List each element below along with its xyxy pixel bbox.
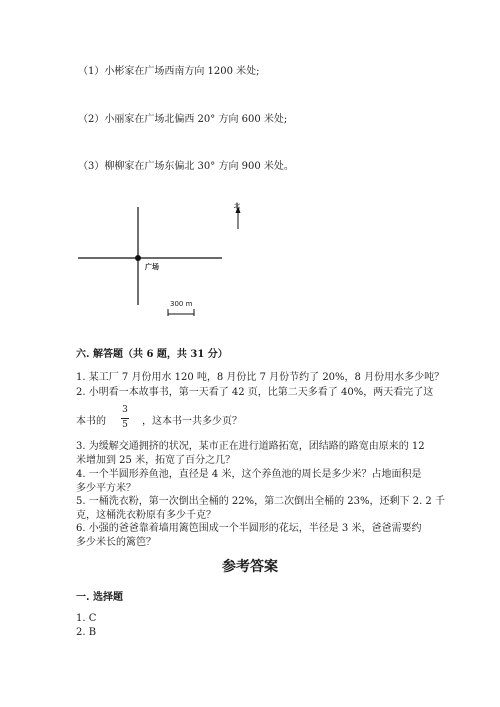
question-6-line1: 6. 小强的爸爸靠着墙用篱笆围成一个半圆形的花坛，半径是 3 米，爸爸需要约 [76,523,422,534]
scale-label: 300 m [170,300,193,308]
question-2-prefix: 本书的 [76,416,106,427]
statement-2: （2）小丽家在广场北偏西 20° 方向 600 米处; [78,114,288,125]
question-2-line1: 2. 小明看一本故事书，第一天看了 42 页，比第二天多看了 40%，两天看完了这 [76,387,434,398]
question-3-line1: 3. 为缓解交通拥挤的状况，某市正在进行道路拓宽，团结路的路宽由原来的 12 [76,441,425,452]
question-6-line2: 多少米长的篱笆？ [76,537,156,548]
answers-section1-title: 一. 选择题 [76,592,123,603]
question-5-line1: 5. 一桶洗衣粉，第一次倒出全桶的 22%，第二次倒出全桶的 23%，还剩下 2. 2 千 [76,496,445,507]
center-point [135,255,141,261]
fraction-denominator: 5 [122,420,128,430]
question-1: 1. 某工厂 7 月份用水 120 吨，8 月份比 7 月份节约了 20%，8 月份用水多少吨？ [76,372,445,383]
fraction-bar [121,418,129,419]
statement-3: （3）柳柳家在广场东偏北 30° 方向 900 米处。 [78,161,294,172]
question-2-suffix: ，这本书一共多少页？ [142,416,242,427]
north-label: 北 [234,203,241,210]
statement-1: （1）小彬家在广场西南方向 1200 米处; [78,66,260,77]
answer-item-1: 1. C [76,613,97,624]
question-4-line2: 多少平方米？ [76,483,136,494]
section6-title: 六. 解答题（共 6 题，共 31 分） [76,349,228,360]
question-5-line2: 克，这桶洗衣粉原有多少千克？ [76,510,216,521]
fraction-numerator: 3 [122,405,128,415]
plaza-label: 广场 [145,263,159,271]
answers-heading: 参考答案 [222,559,278,575]
question-3-line2: 米增加到 25 米，拓宽了百分之几？ [76,455,236,466]
answer-item-2: 2. B [76,627,97,638]
question-4-line1: 4. 一个半圆形养鱼池，直径是 4 米，这个养鱼池的周长是多少米？占地面积是 [76,469,422,480]
